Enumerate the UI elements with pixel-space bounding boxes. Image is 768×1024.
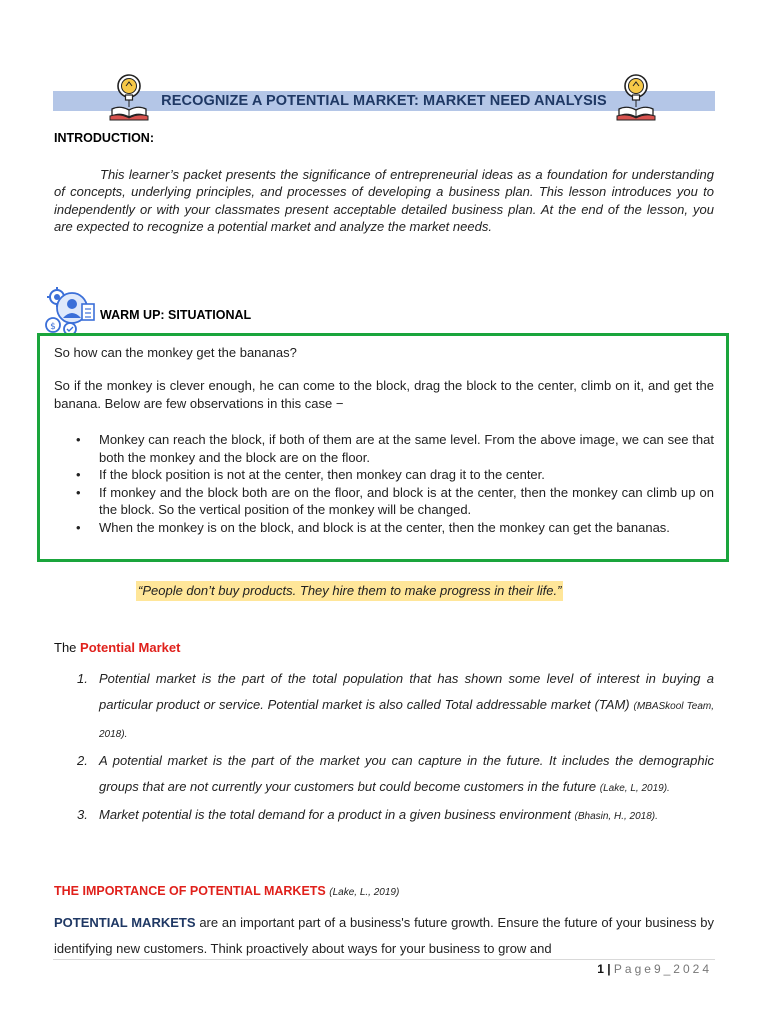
lightbulb-book-icon: [107, 70, 151, 124]
list-item: • If the block position is not at the center, then monkey can drag it to the center.: [76, 467, 545, 482]
introduction-paragraph: This learner’s packet presents the significance of entrepreneurial ideas as a foundation for understanding of concepts, underlying principles, and processes of developing a business plan. This lesson introduces you to independently or with your classmates present acceptable detailed business plan. At the end of the lesson, you are expected to recognize a potential market and analyze the market needs.: [54, 167, 714, 234]
page-number: 1: [597, 962, 604, 976]
citation: (Bhasin, H., 2018).: [574, 811, 658, 822]
warmup-question: So how can the monkey get the bananas?: [54, 345, 297, 360]
bullet-icon: •: [76, 432, 81, 447]
warmup-heading: WARM UP: SITUATIONAL: [100, 308, 252, 322]
lightbulb-book-icon: [614, 70, 658, 124]
list-item: • Monkey can reach the block, if both of them are at the same level. From the above image, we can see that both the monkey and the block are on the floor.: [76, 432, 714, 465]
footer-divider: [53, 959, 715, 960]
importance-heading: THE IMPORTANCE OF POTENTIAL MARKETS (Lake, L., 2019): [54, 884, 400, 898]
page-footer: 1 | Page9_2024: [597, 962, 712, 976]
list-item: 1. Potential market is the part of the total population that has shown some level of interest in buying a particular product or service. Potential market is also called Total addressable market (TAM) (MBASkool Team, 2018).: [77, 671, 714, 740]
citation: (Lake, L, 2019).: [599, 783, 670, 794]
bullet-icon: •: [76, 484, 81, 500]
gear-person-icon: [44, 286, 100, 338]
citation: (MBASkool Team, 2018).: [99, 701, 714, 740]
svg-text:$: $: [50, 322, 56, 332]
bullet-icon: •: [76, 519, 81, 535]
highlighted-quote: “People don’t buy products. They hire them to make progress in their life.”: [136, 581, 563, 601]
potential-market-list: [54, 666, 714, 830]
page-label: Page9_2024: [613, 962, 712, 976]
introduction-heading: INTRODUCTION:: [54, 131, 154, 145]
bullet-icon: •: [76, 467, 81, 482]
list-item: 3. Market potential is the total demand for a product in a given business environment (Bhasin, H., 2018).: [77, 807, 658, 822]
list-item: • If monkey and the block both are on the floor, and block is at the center, then the monkey can climb up on the block. So the vertical position of the monkey will be changed.: [76, 484, 714, 517]
page-title: RECOGNIZE A POTENTIAL MARKET: MARKET NEED ANALYSIS: [161, 93, 607, 109]
citation: (Lake, L., 2019): [329, 887, 400, 898]
observations-list: [54, 431, 714, 536]
potential-market-heading: The Potential Market: [54, 640, 181, 655]
list-item: 2. A potential market is the part of the market you can capture in the future. It includes the demographic groups that are not currently your customers but could become customers in the future (Lake, L, 2019).: [77, 753, 714, 794]
warmup-paragraph: So if the monkey is clever enough, he can come to the block, drag the block to the center, climb on it, and get the banana. Below are few observations in this case −: [54, 378, 714, 411]
list-item: • When the monkey is on the block, and block is at the center, then the monkey can get the bananas.: [76, 519, 670, 535]
importance-paragraph: POTENTIAL MARKETS are an important part of a business's future growth. Ensure the future of your business by identifying new customers. Think proactively about ways for your business to grow and: [54, 915, 714, 956]
